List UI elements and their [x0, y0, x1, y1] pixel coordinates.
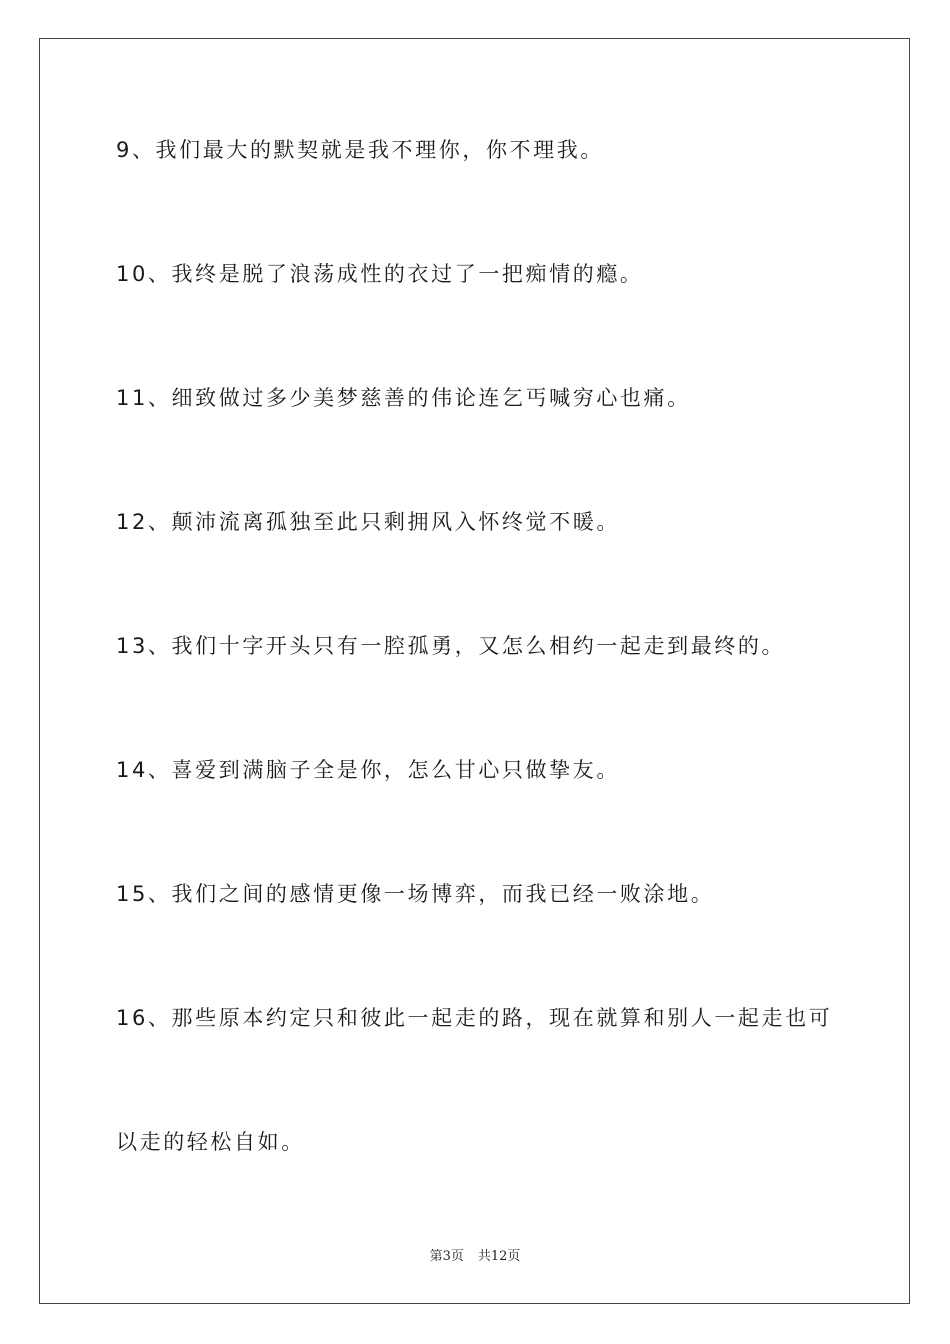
quote-line-14: 14、喜爱到满脑子全是你，怎么甘心只做挚友。	[116, 758, 620, 782]
quote-line-9: 9、我们最大的默契就是我不理你，你不理我。	[116, 138, 604, 162]
quote-line-16: 16、那些原本约定只和彼此一起走的路，现在就算和别人一起走也可	[116, 1006, 833, 1030]
quote-line-15: 15、我们之间的感情更像一场博弈，而我已经一败涂地。	[116, 882, 715, 906]
quote-line-10: 10、我终是脱了浪荡成性的衣过了一把痴情的瘾。	[116, 262, 644, 286]
page-number: 第3页	[429, 1249, 464, 1264]
quote-line-13: 13、我们十字开头只有一腔孤勇，又怎么相约一起走到最终的。	[116, 634, 786, 658]
page-border	[39, 38, 910, 1304]
page-total: 共12页	[477, 1249, 521, 1264]
page-footer	[0, 1248, 950, 1266]
quote-line-16-continued: 以走的轻松自如。	[116, 1130, 305, 1154]
quote-line-11: 11、细致做过多少美梦慈善的伟论连乞丐喊穷心也痛。	[116, 386, 691, 410]
quote-line-12: 12、颠沛流离孤独至此只剩拥风入怀终觉不暖。	[116, 510, 620, 534]
